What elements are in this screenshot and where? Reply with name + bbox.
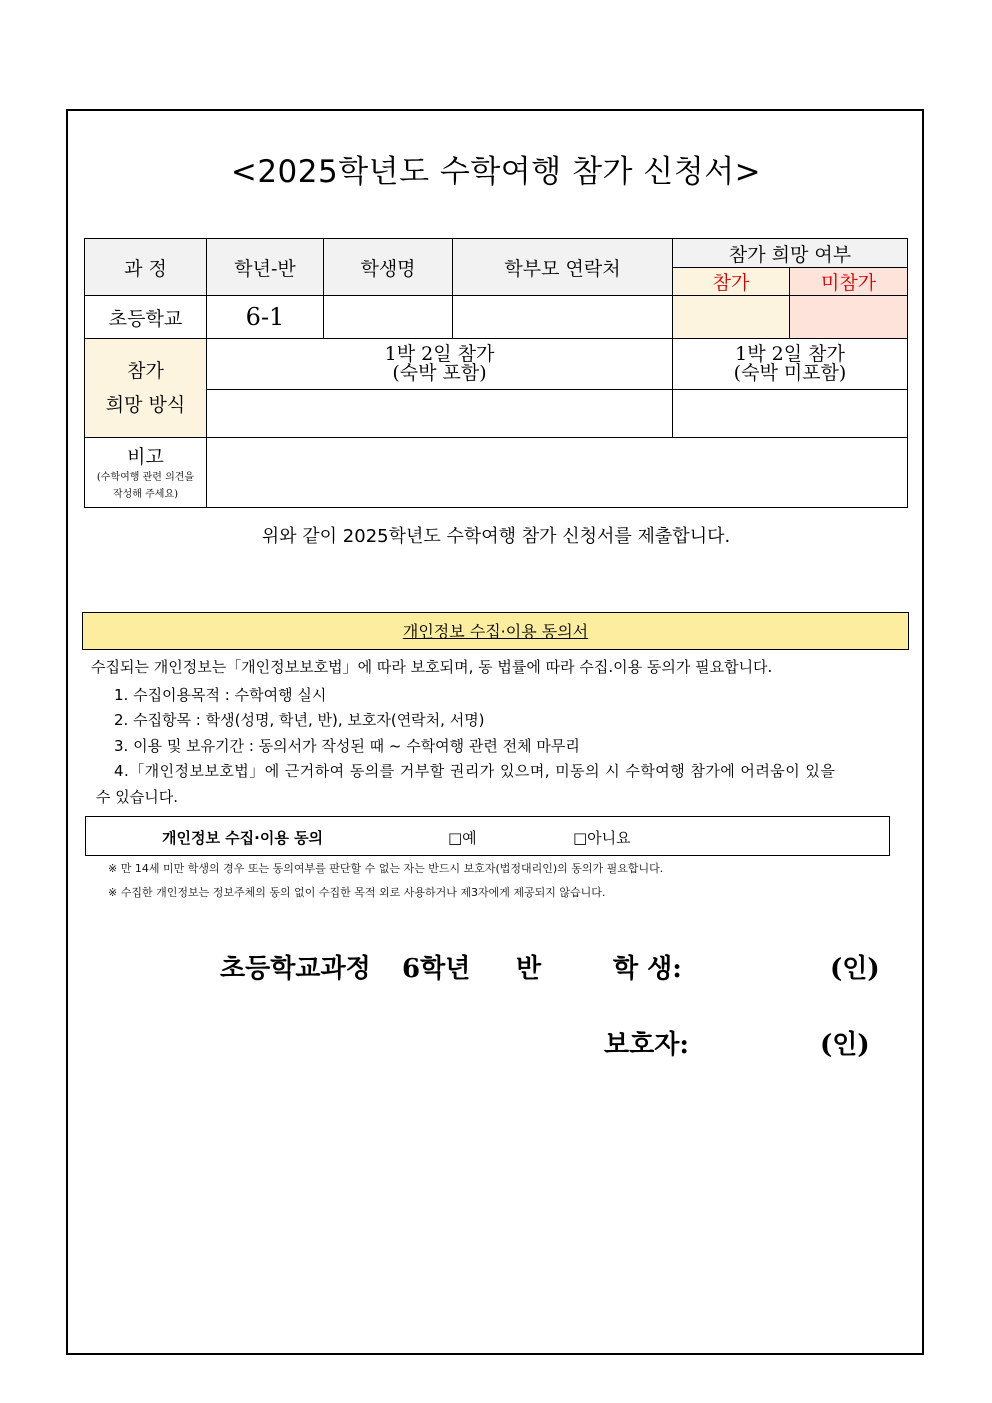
consent-item-2: 2. 수집항목 : 학생(성명, 학년, 반), 보호자(연락처, 서명): [114, 711, 485, 729]
signature-grade: 6학년: [402, 954, 471, 984]
application-table: [84, 238, 908, 508]
signature-student-seal: (인): [830, 954, 880, 984]
consent-item-1: 1. 수집이용목적 : 수학여행 실시: [114, 686, 327, 704]
option-with-stay-line1: 1박 2일 참가: [384, 343, 495, 365]
header-join: 참가: [673, 268, 790, 296]
remarks-field[interactable]: [207, 438, 908, 508]
remarks-label-text: 비고: [127, 446, 164, 468]
option-without-stay-line1: 1박 2일 참가: [735, 343, 845, 365]
option-without-stay: [673, 339, 908, 390]
remarks-label: [85, 438, 207, 508]
signature-course: 초등학교과정: [220, 954, 371, 984]
consent-heading-bar: [82, 612, 909, 650]
consent-note-1: ※ 만 14세 미만 학생의 경우 또는 동의여부를 판단할 수 없는 자는 반드시 보호자(법정대리인)의 동의가 필요합니다.: [108, 862, 664, 875]
option-without-stay-field[interactable]: [673, 390, 908, 438]
signature-student-label: 학 생:: [613, 954, 682, 984]
option-with-stay-line2: (숙박 포함): [392, 362, 487, 384]
method-label: [85, 339, 207, 438]
method-label-line2: 희망 방식: [105, 394, 186, 416]
parent-contact-field[interactable]: [453, 296, 673, 339]
grade-class-value: 6-1: [207, 296, 324, 339]
join-checkbox-cell[interactable]: [673, 296, 790, 339]
consent-agreement-box: [85, 816, 890, 856]
method-label-line1: 참가: [127, 360, 164, 382]
consent-item-4-line1: 4.「개인정보보호법」에 근거하여 동의를 거부할 권리가 있으며, 미동의 시 수학여행 참가에 어려움이 있을: [114, 762, 836, 780]
signature-class: 반: [516, 954, 542, 984]
header-participation: 참가 희망 여부: [673, 239, 908, 268]
header-not-join: 미참가: [790, 268, 908, 296]
signature-guardian-seal: (인): [820, 1030, 870, 1060]
declaration-text: 위와 같이 2025학년도 수학여행 참가 신청서를 제출합니다.: [261, 526, 731, 547]
header-student-name: 학생명: [324, 239, 453, 296]
agree-no-checkbox[interactable]: □아니요: [573, 829, 631, 847]
header-course: 과 정: [85, 239, 207, 296]
signature-guardian-label: 보호자:: [604, 1030, 689, 1060]
header-parent-contact: 학부모 연락처: [453, 239, 673, 296]
agree-label: 개인정보 수집·이용 동의: [162, 829, 324, 847]
remarks-hint-2: 작성해 주세요): [112, 489, 179, 500]
consent-heading: 개인정보 수집·이용 동의서: [402, 622, 589, 641]
student-name-field[interactable]: [324, 296, 453, 339]
agree-yes-checkbox[interactable]: □예: [448, 829, 477, 847]
consent-item-3: 3. 이용 및 보유기간 : 동의서가 작성된 때 ~ 수학여행 관련 전체 마무리: [114, 737, 580, 755]
option-without-stay-line2: (숙박 미포함): [733, 362, 847, 384]
consent-note-2: ※ 수집한 개인정보는 정보주체의 동의 없이 수집한 목적 외로 사용하거나 제3자에게 제공되지 않습니다.: [108, 886, 606, 899]
option-with-stay-field[interactable]: [207, 390, 673, 438]
option-with-stay: [207, 339, 673, 390]
course-value: 초등학교: [85, 296, 207, 339]
consent-item-4-line2: 수 있습니다.: [96, 788, 178, 806]
consent-intro: 수집되는 개인정보는「개인정보보호법」에 따라 보호되며, 동 법률에 따라 수집.이용 동의가 필요합니다.: [91, 658, 773, 676]
not-join-checkbox-cell[interactable]: [790, 296, 908, 339]
remarks-hint-1: (수학여행 관련 의견을: [96, 472, 195, 483]
document-title: <2025학년도 수학여행 참가 신청서>: [230, 154, 762, 190]
header-grade-class: 학년-반: [207, 239, 324, 296]
